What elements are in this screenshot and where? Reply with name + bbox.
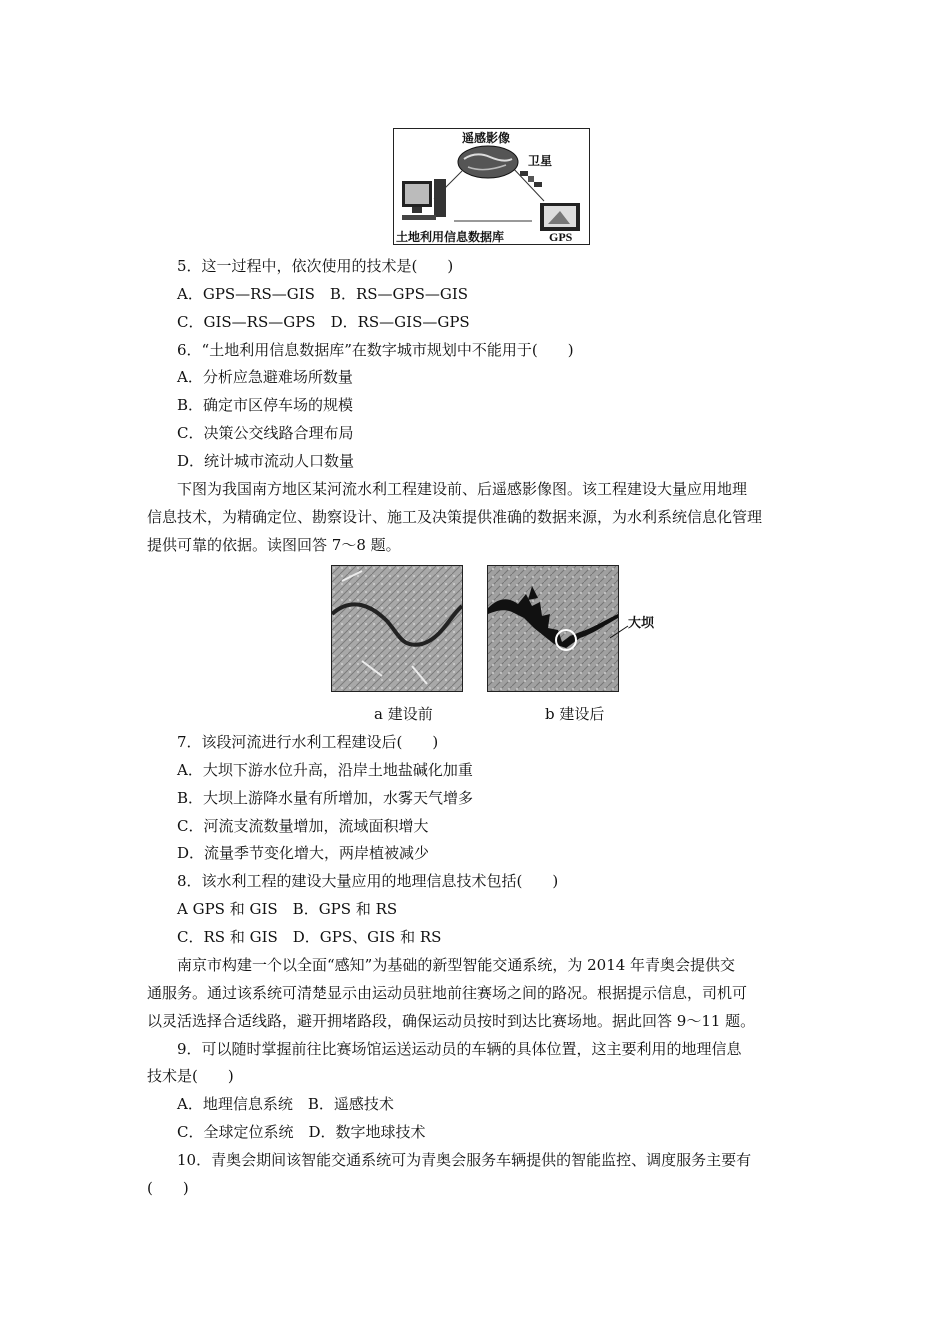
q9-stem-line1: 9．可以随时掌握前往比赛场馆运送运动员的车辆的具体位置，这主要利用的地理信息	[177, 1040, 742, 1058]
q9-options-ab: A．地理信息系统 B．遥感技术	[177, 1095, 394, 1113]
label-dam: 大坝	[628, 616, 655, 631]
q10-stem-line1: 10．青奥会期间该智能交通系统可为青奥会服务车辆提供的智能监控、调度服务主要有	[177, 1151, 752, 1169]
satellite-image-after	[487, 565, 619, 692]
passage3-line2: 通服务。通过该系统可清楚显示由运动员驻地前往赛场之间的路况。根据提示信息，司机可	[147, 984, 748, 1002]
figure-rs-gps-gis	[393, 128, 590, 245]
gps-device-icon	[540, 203, 580, 231]
q7-option-b: B．大坝上游降水量有所增加，水雾天气增多	[177, 789, 474, 807]
q6-option-c: C．决策公交线路合理布局	[177, 424, 354, 442]
computer-icon	[402, 179, 446, 220]
passage3-line3: 以灵活选择合适线路，避开拥堵路段，确保运动员按时到达比赛场地。据此回答 9～11 题。	[147, 1012, 756, 1030]
remote-sensing-image-ellipse	[458, 146, 518, 178]
q9-stem-line2: 技术是( )	[147, 1067, 234, 1085]
label-satellite: 卫星	[528, 154, 553, 168]
passage2-line3: 提供可靠的依据。读图回答 7～8 题。	[147, 536, 401, 554]
q7-option-a: A．大坝下游水位升高，沿岸土地盐碱化加重	[177, 761, 473, 779]
q8-options-ab: A GPS 和 GIS B．GPS 和 RS	[177, 900, 398, 918]
label-land-use-database: 土地利用信息数据库	[396, 230, 505, 244]
q7-option-c: C．河流支流数量增加，流域面积增大	[177, 817, 429, 835]
figure-rs-gps-gis-drawing	[394, 129, 589, 244]
q8-stem: 8．该水利工程的建设大量应用的地理信息技术包括( )	[177, 872, 559, 890]
q6-option-a: A．分析应急避难场所数量	[177, 368, 353, 386]
q10-stem-line2: ( )	[147, 1179, 189, 1197]
q6-option-d: D．统计城市流动人口数量	[177, 452, 355, 470]
passage3-line1: 南京市构建一个以全面“感知”为基础的新型智能交通系统，为 2014 年青奥会提供交	[177, 956, 736, 974]
satellite-image-before	[331, 565, 463, 692]
q6-stem: 6．“土地利用信息数据库”在数字城市规划中不能用于( )	[177, 341, 574, 359]
q9-options-cd: C．全球定位系统 D．数字地球技术	[177, 1123, 426, 1141]
label-remote-sensing-image: 遥感影像	[462, 131, 511, 145]
caption-before: a 建设前	[374, 705, 433, 723]
satellite-image-after-drawing	[488, 566, 618, 691]
satellite-image-before-drawing	[332, 566, 462, 691]
q5-stem: 5．这一过程中，依次使用的技术是( )	[177, 257, 454, 275]
q7-stem: 7．该段河流进行水利工程建设后( )	[177, 733, 439, 751]
q5-options-cd: C．GIS—RS—GPS D．RS—GIS—GPS	[177, 313, 470, 331]
q7-option-d: D．流量季节变化增大，两岸植被减少	[177, 844, 430, 862]
q6-option-b: B．确定市区停车场的规模	[177, 396, 354, 414]
q5-options-ab: A．GPS—RS—GIS B．RS—GPS—GIS	[177, 285, 469, 303]
label-gps: GPS	[549, 230, 573, 244]
passage2-line2: 信息技术，为精确定位、勘察设计、施工及决策提供准确的数据来源，为水利系统信息化管理	[147, 508, 763, 526]
dam-leader-line	[610, 622, 630, 642]
q8-options-cd: C．RS 和 GIS D．GPS、GIS 和 RS	[177, 928, 442, 946]
caption-after: b 建设后	[545, 705, 605, 723]
passage2-line1: 下图为我国南方地区某河流水利工程建设前、后遥感影像图。该工程建设大量应用地理	[177, 480, 748, 498]
